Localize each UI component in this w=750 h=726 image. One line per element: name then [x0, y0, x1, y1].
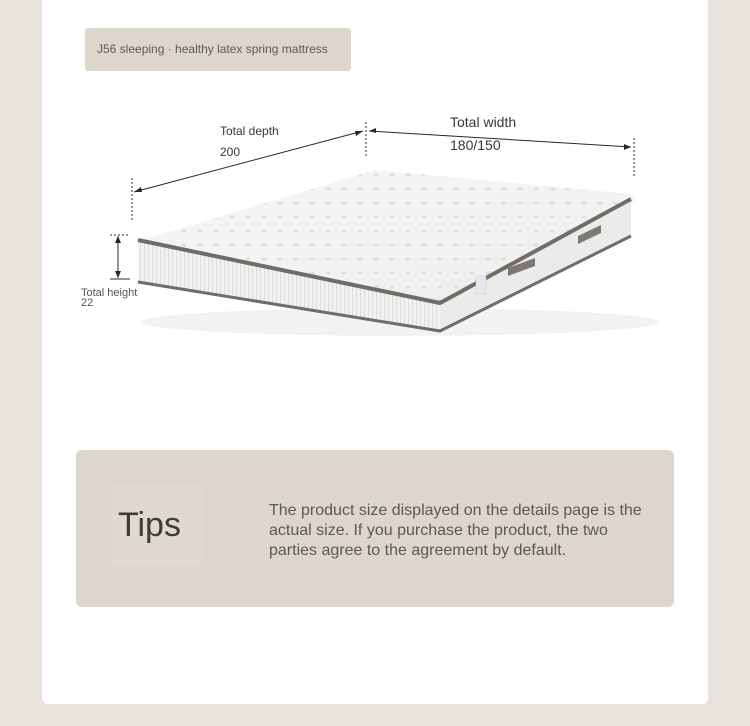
- tips-text: The product size displayed on the details page is the actual size. If you purchase the product, the two parties agree to the agreement by default.: [269, 502, 642, 559]
- depth-arrow: [134, 131, 363, 192]
- height-arrowhead-bottom: [115, 271, 121, 278]
- width-value: 180/150: [450, 137, 501, 153]
- depth-arrowhead-right: [355, 131, 363, 136]
- product-title: J56 sleeping · healthy latex spring mattress: [97, 42, 328, 56]
- width-arrowhead-right: [624, 144, 631, 150]
- tips-title: Tips: [118, 506, 181, 544]
- depth-value: 200: [220, 145, 241, 159]
- width-arrowhead-left: [369, 128, 376, 133]
- height-label: Total height: [81, 287, 138, 299]
- height-arrowhead-top: [115, 236, 121, 243]
- width-label: Total width: [450, 114, 517, 130]
- depth-label: Total depth: [220, 124, 279, 138]
- depth-arrowhead-left: [134, 187, 142, 192]
- mattress-tag: [476, 276, 486, 294]
- height-value: 22: [81, 297, 94, 309]
